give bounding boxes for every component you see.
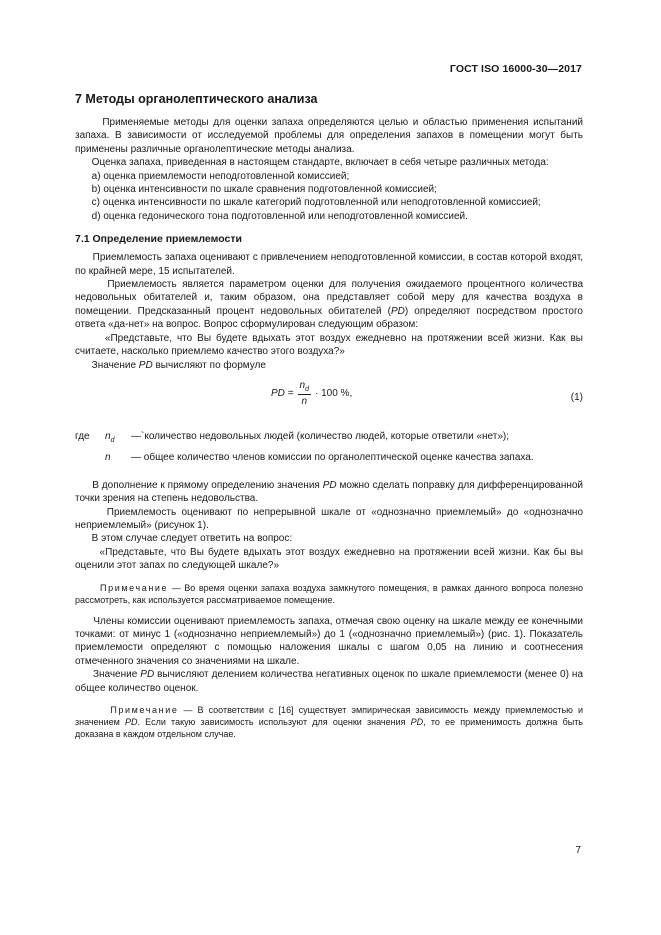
- symbol-subscript: d: [110, 436, 115, 444]
- note-2: [75, 704, 583, 740]
- question-text: «Представьте, что Вы будете вдыхать этот воздух ежедневно на протяжении всей жизни. Как вы считаете, насколько приемлемо качество этого воздуха?»: [75, 332, 583, 358]
- numerator-subscript: d: [305, 385, 309, 393]
- note-text: — Во время оценки запаха воздуха замкнутого помещения, в рамках данного вопроса полезно рассмотреть, как используется рассматриваемое помещение.: [75, 582, 583, 605]
- equation-number: (1): [570, 391, 583, 403]
- paragraph-text: Значение: [92, 669, 141, 681]
- paragraph-text: Члены комиссии оценивают приемлемость запаха, отмечая свою оценку на шкале между ее конечными точками: от минус 1 («однозначно неприемлемый») до 1 («однозначно приемлемый») (рис. 1). Показатель приемлемости определяют с помощью наложения шкалы с шагом 0,05 на линию и соотнесения отмеченного значения со значениями на шкале.: [75, 615, 583, 667]
- note-text: — В соответствии с [16] существует эмпирическая зависимость между приемлемостью и значением: [75, 705, 583, 727]
- formula-intro: [75, 359, 583, 372]
- section-7-1-paragraph-1: [75, 251, 583, 278]
- page-content: [75, 92, 583, 740]
- note-text: , то ее применимость должна быть доказана в каждом отдельном случае.: [75, 717, 584, 739]
- pd-symbol: PD: [322, 479, 337, 491]
- section-7-1-paragraph-5: [75, 532, 583, 545]
- legend-description: —`количество недовольных людей (количество людей, которые ответили «нет»);: [131, 430, 510, 442]
- pd-symbol: PD: [140, 669, 155, 681]
- legend-row: [75, 451, 583, 464]
- symbol-text: n: [105, 430, 111, 442]
- paragraph-text: можно сделать поправку для дифференцированной точки зрения на степень недовольства.: [75, 479, 584, 505]
- paragraph-text: Приемлемость является параметром оценки для получения ожидаемого процентного количества недовольных обитателей и, таким образом, она представляет собой меру для качества воздуха в помещении. Предсказанный процент недовольных обитателей (: [75, 279, 584, 317]
- section-7-paragraph-2: [75, 156, 583, 169]
- list-item: c) оценка интенсивности по шкале категорий подготовленной или неподготовленной комиссией;: [91, 197, 541, 209]
- list-item: d) оценка гедонического тона подготовленной или неподготовленной комиссией.: [91, 210, 468, 222]
- pd-symbol: PD: [410, 717, 424, 727]
- symbol-text: n: [105, 452, 111, 464]
- question-text: «Представьте, что Вы будете вдыхать этот воздух ежедневно на протяжении всей жизни. Как бы вы оценили этот запах по следующей шкале?»: [75, 546, 584, 572]
- note-label: Примечание: [110, 705, 179, 715]
- formula-rhs: · 100 %,: [314, 387, 353, 399]
- page-number: 7: [575, 845, 581, 856]
- method-item-b: [75, 183, 583, 196]
- paragraph-text: Приемлемость оценивают по непрерывной шкале от «однозначно приемлемый» до «однозначно неприемлемый» (рисунок 1).: [75, 506, 584, 531]
- legend-label: где: [75, 430, 90, 442]
- section-7-1-paragraph-7: [75, 668, 583, 695]
- section-7-1-paragraph-3: [75, 479, 583, 506]
- question-2: [75, 546, 583, 573]
- legend-row: [75, 430, 583, 447]
- legend-symbol: [105, 451, 131, 464]
- document-code: ГОСТ ISO 16000-30—2017: [449, 63, 582, 75]
- paragraph-text: вычисляют делением количества негативных оценок по шкале приемлемости (менее 0) на общее количество оценок.: [75, 669, 584, 694]
- formula-numerator: [298, 380, 311, 395]
- legend-label-empty: [75, 451, 105, 464]
- paragraph-text: Оценка запаха, приведенная в настоящем стандарте, включает в себя четыре различных метода:: [91, 157, 549, 169]
- paragraph-text: Применяемые методы для оценки запаха определяются целью и областью применения испытаний запаха. В зависимости от исследуемой проблемы для определения запахов в помещении могут быть применены различные органолептические методы анализа.: [75, 117, 583, 155]
- paragraph-text: Приемлемость запаха оценивают с привлечением неподготовленной комиссии, в состав которой входят, по крайней мере, 15 испытателей.: [75, 252, 583, 277]
- method-item-c: [75, 196, 583, 209]
- section-7-paragraph-1: [75, 116, 583, 156]
- paragraph-text: В дополнение к прямому определению значения: [92, 479, 323, 491]
- numerator-symbol: n: [299, 379, 306, 391]
- formula-legend: [75, 430, 583, 465]
- formula-lhs: PD =: [271, 387, 294, 399]
- legend-symbol: [105, 430, 131, 447]
- method-item-a: [75, 170, 583, 183]
- section-7-title: 7 Методы органолептического анализа: [75, 92, 318, 106]
- paragraph-text: В этом случае следует ответить на вопрос:: [91, 533, 293, 545]
- list-item: b) оценка интенсивности по шкале сравнения подготовленной комиссией;: [91, 184, 437, 196]
- list-item: a) оценка приемлемости неподготовленной комиссией;: [91, 170, 350, 182]
- pd-symbol: PD: [124, 717, 138, 727]
- legend-description: — общее количество членов комиссии по органолептической оценке качества запаха.: [131, 452, 534, 464]
- section-7-1-paragraph-2: [75, 278, 583, 332]
- note-text: . Если такую зависимость используют для оценки значения: [137, 717, 411, 727]
- formula-denominator: n: [301, 395, 308, 407]
- section-7-1-paragraph-6: [75, 615, 583, 669]
- section-7-1-title: 7.1 Определение приемлемости: [75, 233, 242, 246]
- question-1: [75, 332, 583, 359]
- formula-expression: [271, 380, 352, 407]
- formula-fraction: [298, 380, 311, 407]
- paragraph-text: ) определяют посредством простого ответа «да-нет» на вопрос. Вопрос сформулирован следующим образом:: [75, 305, 583, 331]
- pd-symbol: PD: [138, 359, 153, 371]
- note-label: Примечание: [100, 582, 169, 593]
- paragraph-text: вычисляют по формуле: [152, 359, 266, 371]
- method-item-d: [75, 210, 583, 223]
- paragraph-text: Значение: [91, 359, 139, 371]
- pd-symbol: PD: [390, 305, 405, 317]
- section-7-1-paragraph-4: [75, 506, 583, 533]
- formula-1: [75, 378, 583, 418]
- note-1: [75, 582, 583, 606]
